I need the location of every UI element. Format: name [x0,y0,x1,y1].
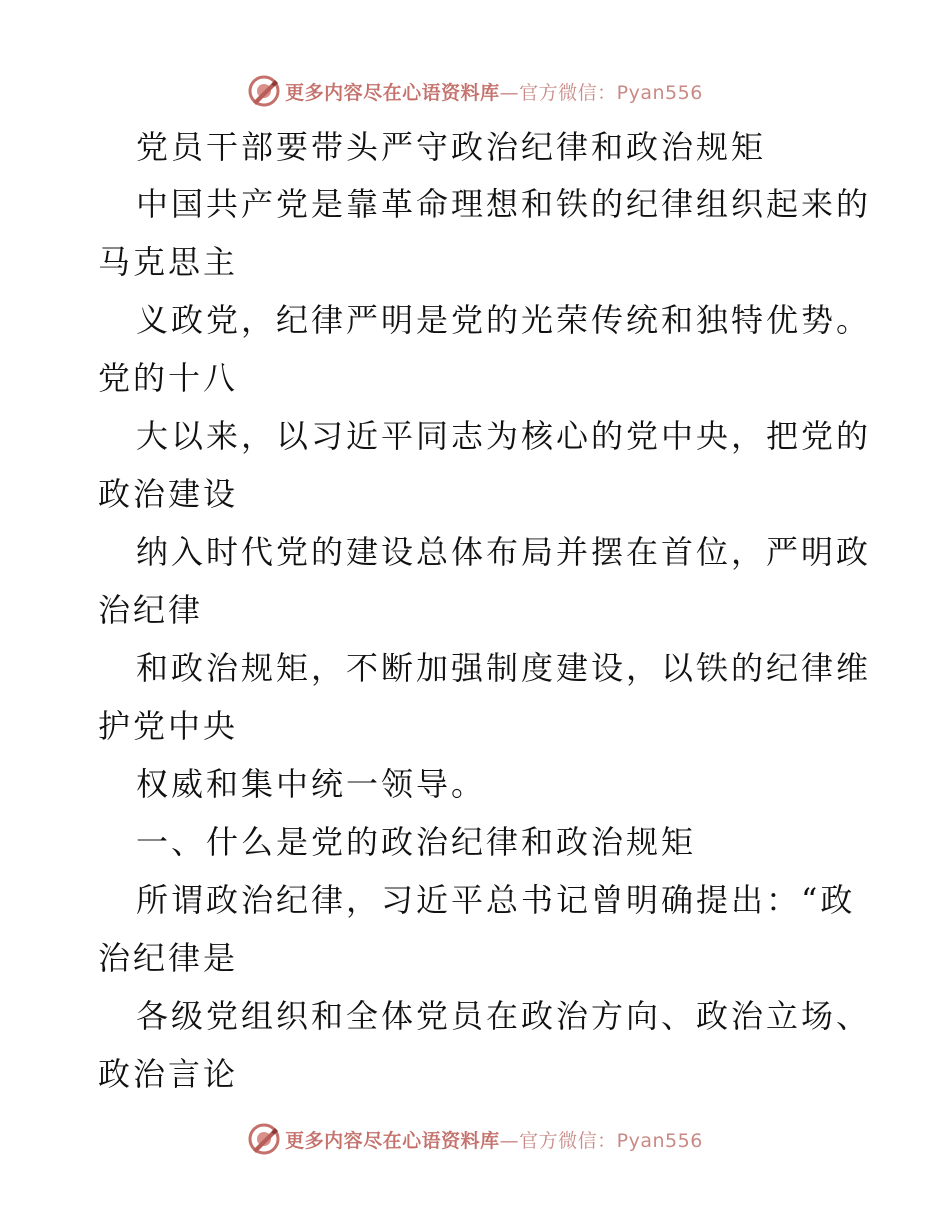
paragraph-line: 政治建设 [98,475,239,513]
paragraph-line: 和政治规矩，不断加强制度建设，以铁的纪律维 [136,649,872,687]
header-watermark [0,71,950,111]
watermark-text [285,1126,703,1153]
paragraph-line: 各级党组织和全体党员在政治方向、政治立场、 [136,997,872,1035]
paragraph-line: 治纪律 [98,591,204,629]
paragraph-line: 马克思主 [98,243,239,281]
title-line: 党员干部要带头严守政治纪律和政治规矩 [136,128,767,166]
paragraph-line: 党的十八 [98,359,239,397]
paragraph-line: 纳入时代党的建设总体布局并摆在首位，严明政 [136,533,872,571]
paragraph-line: 大以来，以习近平同志为核心的党中央，把党的 [136,417,872,455]
footer-watermark [0,1119,950,1159]
section-heading: 一、什么是党的政治纪律和政治规矩 [136,823,697,861]
pen-circle-logo-icon [247,1122,281,1156]
pen-circle-logo-icon [247,74,281,108]
paragraph-line: 政治言论 [98,1055,239,1093]
paragraph-line: 治纪律是 [98,939,239,977]
paragraph-line: 权威和集中统一领导。 [136,765,487,803]
paragraph-line: 所谓政治纪律，习近平总书记曾明确提出：“政 [136,881,856,919]
watermark-brand: 更多内容尽在心语资料库 [285,1129,500,1152]
watermark-brand: 更多内容尽在心语资料库 [285,81,500,104]
paragraph-line: 中国共产党是靠革命理想和铁的纪律组织起来的 [136,185,872,223]
watermark-contact: —官方微信：Pyan556 [499,1129,703,1152]
watermark-contact: —官方微信：Pyan556 [499,81,703,104]
watermark-text [285,78,703,105]
paragraph-line: 义政党，纪律严明是党的光荣传统和独特优势。 [136,301,872,339]
paragraph-line: 护党中央 [98,707,239,745]
